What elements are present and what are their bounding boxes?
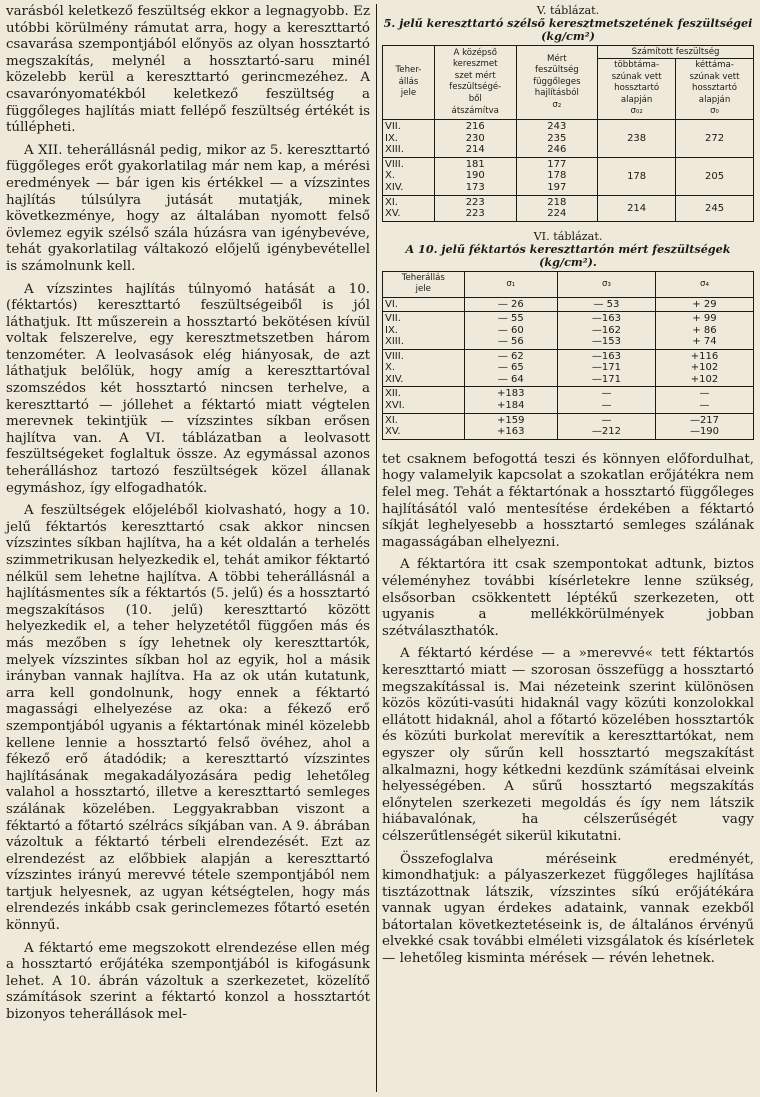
column-header: Számított feszültség (631, 47, 720, 57)
cell-value: +116 +102 +102 (690, 350, 719, 385)
table-row (383, 349, 754, 387)
column-header: Teherállás jele (401, 272, 445, 295)
cell-value: +183 +184 (497, 388, 525, 412)
cell-value: 238 (627, 132, 647, 144)
table-row (383, 195, 754, 221)
load-position: XI. XV. (385, 414, 401, 438)
column-header: Mért feszültség függőleges hajlításból σ₂ (533, 53, 581, 110)
cell-value: — — (601, 388, 612, 412)
stress-table-vi (382, 271, 754, 440)
column-header: Teher- állás jele (395, 65, 422, 99)
paragraph: A XII. teherállásnál pedig, mikor az 5. kereszttartó függőleges erőt gyakorlatilag már nem kap, a mérési eredmények — bár igen kis értékkel — a vízszintes hajlítás túlsúlyra jutását mutatják, minek következménye, hogy az általában nyomott felső övlemez egyik szélső szála húzásra van igénybevéve, tehát gyakorlatilag váltakozó előjelű igénybevétellel is számolnunk kell. (6, 142, 370, 274)
load-position: VIII. X. XIV. (385, 158, 404, 193)
paragraph: A feszültségek előjeléből kiolvasható, hogy a 10. jelű féktartós kereszttartó csak akkor nincsen vízszintes síkban hajlítva, ha a két oldalán a terhelés szimmetrikusan helyezkedik el, tehát amikor féktartó nélkül sem lehetne hajlítva. A többi teherállásnál a hajlításmentes sík a féktartós (5. jelű) és a hossztartó megszakításos (10. jelű) kereszttartó között helyezkedik el, a teher helyzetétől függően más és más mezőben s így lehetnek oly kereszttartók, melyek vízszintes síkban hol az egyik, hol a másik irányban vannak hajlítva. Ha az ok után kutatunk, arra kell gondolnunk, hogy ennek a féktartó magassági elhelyezése az oka: a fékező erő szempontjából ugyanis a féktartónak minél közelebb kellene lennie a hossztartó felső övéhez, ahol a fékező erő átadódik; a kereszttartó vízszintes hajlításának megakadályozására pedig lehetőleg valahol a hossztartó, illetve a kereszttartó semleges szálának közelében. Leggyakrabban viszont a féktartó a főtartó szélrács síkjában van. A 9. ábrában vázoltuk a féktartó térbeli elrendezését. Ezt az elrendezést az előbbiek alapján a kereszttartó vízszintes irányú merevvé tétele szempontjából nem tartjuk helyesnek, az ugyan kétségtelen, hogy más elrendezés inkább csak gerinclemezes főtartó esetén könnyű. (6, 503, 370, 934)
cell-value: — —212 (591, 414, 621, 438)
table-row (383, 157, 754, 195)
right-text (382, 452, 754, 968)
column-header: többtáma- szúnak vett hossztartó alapján σ₀₂ (611, 60, 662, 117)
load-position: XI. XV. (385, 196, 401, 220)
column-divider (376, 4, 377, 1092)
table-row (383, 311, 754, 349)
load-position: VI. (385, 298, 398, 310)
paragraph: tet csaknem befogottá teszi és könnyen előfordulhat, hogy valamelyik kapcsolat a szokatlan erőjátékra nem felel meg. Tehát a féktartónak a hossztartó függőleges hajlításától való mentesítése érdekében a féktartó síkját leghelyesebb a hossztartó semleges szálának magasságában elhelyezni. (382, 451, 754, 550)
table-row (383, 387, 754, 413)
paragraph: varásból keletkező feszültség ekkor a legnagyobb. Ez utóbbi körülmény rámutat arra, hogy a kereszttartó csavarása szempontjából előnyös az olyan hossztartó megszakítás, melynél a hossztartó-saru minél közelebb kerül a kereszttartó gerincmezéhez. A csavarónyomatékból keletkező feszültség a függőleges hajlítás miatt fellépő feszültség értékét is túllépheti. (6, 4, 370, 136)
cell-value: 214 (627, 202, 647, 214)
cell-value: 272 (704, 132, 725, 144)
cell-value: — 53 (593, 298, 620, 310)
cell-value: 181 190 173 (465, 158, 485, 193)
column-header: A középső kereszmet szet mért feszültségé- ből átszámítva (449, 47, 502, 116)
cell-value: + 29 (692, 298, 717, 310)
cell-value: —217 —190 (689, 414, 720, 438)
table-row (383, 297, 754, 311)
cell-value: 243 235 246 (547, 120, 567, 156)
cell-value: + 99 + 86 + 74 (692, 312, 717, 348)
cell-value: —163 —171 —171 (591, 350, 621, 385)
cell-value: 218 224 (547, 196, 567, 220)
table-title: VI. táblázat. (533, 229, 603, 243)
column-header: σ₄ (700, 279, 709, 290)
cell-value: 223 223 (465, 196, 485, 220)
paragraph: A féktartóra itt csak szempontokat adtunk, biztos véleményhez további kísérletekre lenne szükség, elsősorban csökkentett léptékű szerkezeten, ott ugyanis a mellékkörülmények jobban szétválaszthatók. (382, 557, 754, 639)
cell-value: 245 (704, 202, 725, 214)
table-unit: (kg/cm²) (541, 29, 595, 43)
load-position: VII. IX. XIII. (385, 312, 404, 348)
paragraph: A féktartó kérdése — a »merevvé« tett féktartós kereszttartó miatt — szorosan összefügg a hossztartó megszakítással is. Mai nézeteink szerint különösen közös közúti-vasúti hidaknál vagy közúti konzolokkal ellátott hidaknál, ahol a főtartó közelében hossztartók és közúti burkolat merevítik a kereszttartókat, nem egyszer oly sűrűn kell hossztartó megszakítást alkalmazni, hogy kétkedni kezdünk számításai elveink helyességében. A sűrű hossztartó megszakítás előnytelen szerkezeti megoldás és így nem látszik hiábavalónak, ha célszerűségét vagy célszerűtlenségét sikerül kikutatni. (382, 646, 754, 844)
table-vi (382, 230, 754, 440)
column-header: kéttáma- szúnak vett hossztartó alapján σ₀ (689, 60, 740, 117)
paragraph: Összefoglalva méréseink eredményét, kimondhatjuk: a pályaszerkezet függőleges hajlítása tisztázottnak látszik, vízszintes síkú erőjátékára vannak ugyan érdekes adataink, vannak ezekből bátortalan következtetéseink is, de általános érvényű elvekké csak további elméleti vizsgálatok és kísérletek — lehetőleg kisminta mérések — révén lehetnek. (382, 851, 754, 967)
load-position: XII. XVI. (385, 388, 405, 412)
cell-value: — 55 — 60 — 56 (497, 312, 524, 348)
table-row (383, 413, 754, 439)
table-subtitle: 5. jelű kereszttartó szélső keresztmetszetének feszültségei (383, 16, 753, 30)
paragraph: A féktartó eme megszokott elrendezése ellen még a hossztartó erőjátéka szempontjából is kifogásunk lehet. A 10. ábrán vázoltuk a szerkezetet, közelítő számítások szerint a féktartó konzol a hossztartót bizonyos teherállások mel- (6, 940, 370, 1023)
cell-value: — — (699, 388, 710, 412)
paragraph: A vízszintes hajlítás túlnyomó hatását a 10. (féktartós) kereszttartó feszültségeiből is jól láthatjuk. Itt műszerein a hossztartó bekötésen kívül voltak felszerelve, egy keresztmetszetben három tenzométer. A leolvasások elég hiányosak, de azt láthatjuk belőlük, hogy amíg a kereszttartóval szomszédos két hossztartó nincsen terhelve, a kereszttartó — jóllehet a féktartó miatt végtelen merevnek tekintjük — vízszintes síkban erősen hajlítva van. A VI. táblázatban a leolvasott feszültségeket foglaltuk össze. Az egymással azonos teherálláshoz tartozó feszültségek közel állanak egymáshoz, így elfogadhatók. (6, 281, 370, 496)
table-row (383, 119, 754, 157)
cell-value: 216 230 214 (465, 120, 485, 156)
cell-value: +159 +163 (497, 414, 525, 438)
cell-value: 178 (627, 170, 647, 182)
table-subtitle: A 10. jelű féktartós kereszttartón mért feszültségek (kg/cm²). (405, 241, 731, 269)
left-column (6, 4, 370, 1024)
table-v (382, 4, 754, 222)
stress-table-v (382, 45, 754, 222)
load-position: VIII. X. XIV. (385, 350, 404, 385)
column-header: σ₁ (506, 279, 516, 290)
table-title: V. táblázat. (536, 4, 600, 17)
right-column (382, 4, 754, 968)
cell-value: — 26 (497, 298, 524, 310)
cell-value: —163 —162 —153 (591, 312, 621, 348)
cell-value: — 62 — 65 — 64 (497, 350, 524, 385)
cell-value: 205 (704, 170, 725, 182)
cell-value: 177 178 197 (547, 158, 567, 193)
load-position: VII. IX. XIII. (385, 120, 404, 156)
column-header: σ₃ (602, 279, 611, 290)
